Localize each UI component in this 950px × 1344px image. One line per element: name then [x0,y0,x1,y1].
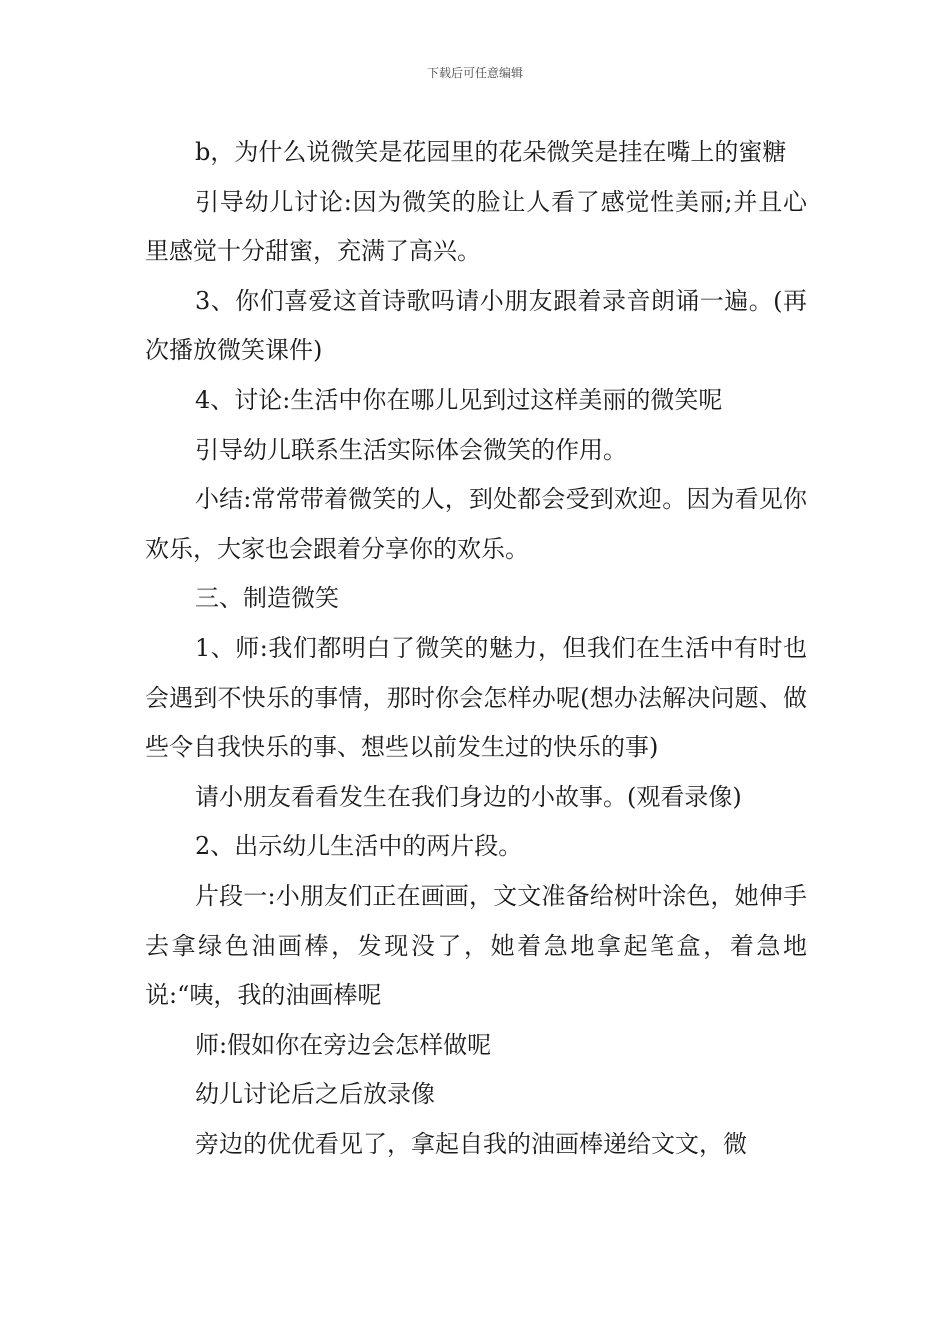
paragraph: 引导幼儿联系生活实际体会微笑的作用。 [195,435,627,464]
paragraph: 师:假如你在旁边会怎样做呢 [195,1030,492,1059]
paragraph: 请小朋友看看发生在我们身边的小故事。(观看录像) [195,782,742,811]
paragraph: 引导幼儿讨论:因为微笑的脸让人看了感觉性美丽;并且心里感觉十分甜蜜，充满了高兴。 [145,187,807,266]
paragraph: 1、师:我们都明白了微笑的魅力，但我们在生活中有时也会遇到不快乐的事情，那时你会怎样办呢(想办法解决问题、做些令自我快乐的事、想些以前发生过的快乐的事) [145,633,807,762]
paragraph: b，为什么说微笑是花园里的花朵微笑是挂在嘴上的蜜糖 [195,138,787,166]
section-heading: 三、制造微笑 [195,584,339,613]
page-header: 下载后可任意编辑 [426,66,523,80]
paragraph: 片段一:小朋友们正在画画，文文准备给树叶涂色，她伸手去拿绿色油画棒，发现没了，她着急地拿起笔盒，着急地说:“咦，我的油画棒呢 [145,881,807,1010]
paragraph: 3、你们喜爱这首诗歌吗请小朋友跟着录音朗诵一遍。(再次播放微笑课件) [145,286,807,365]
paragraph: 幼儿讨论后之后放录像 [195,1080,435,1109]
paragraph: 旁边的优优看见了，拿起自我的油画棒递给文文，微 [195,1129,747,1158]
paragraph: 小结:常常带着微笑的人，到处都会受到欢迎。因为看见你欢乐，大家也会跟着分享你的欢乐。 [145,485,807,563]
document-body [145,128,807,1169]
paragraph: 4、讨论:生活中你在哪儿见到过这样美丽的微笑呢 [195,385,723,414]
paragraph: 2、出示幼儿生活中的两片段。 [195,832,523,861]
